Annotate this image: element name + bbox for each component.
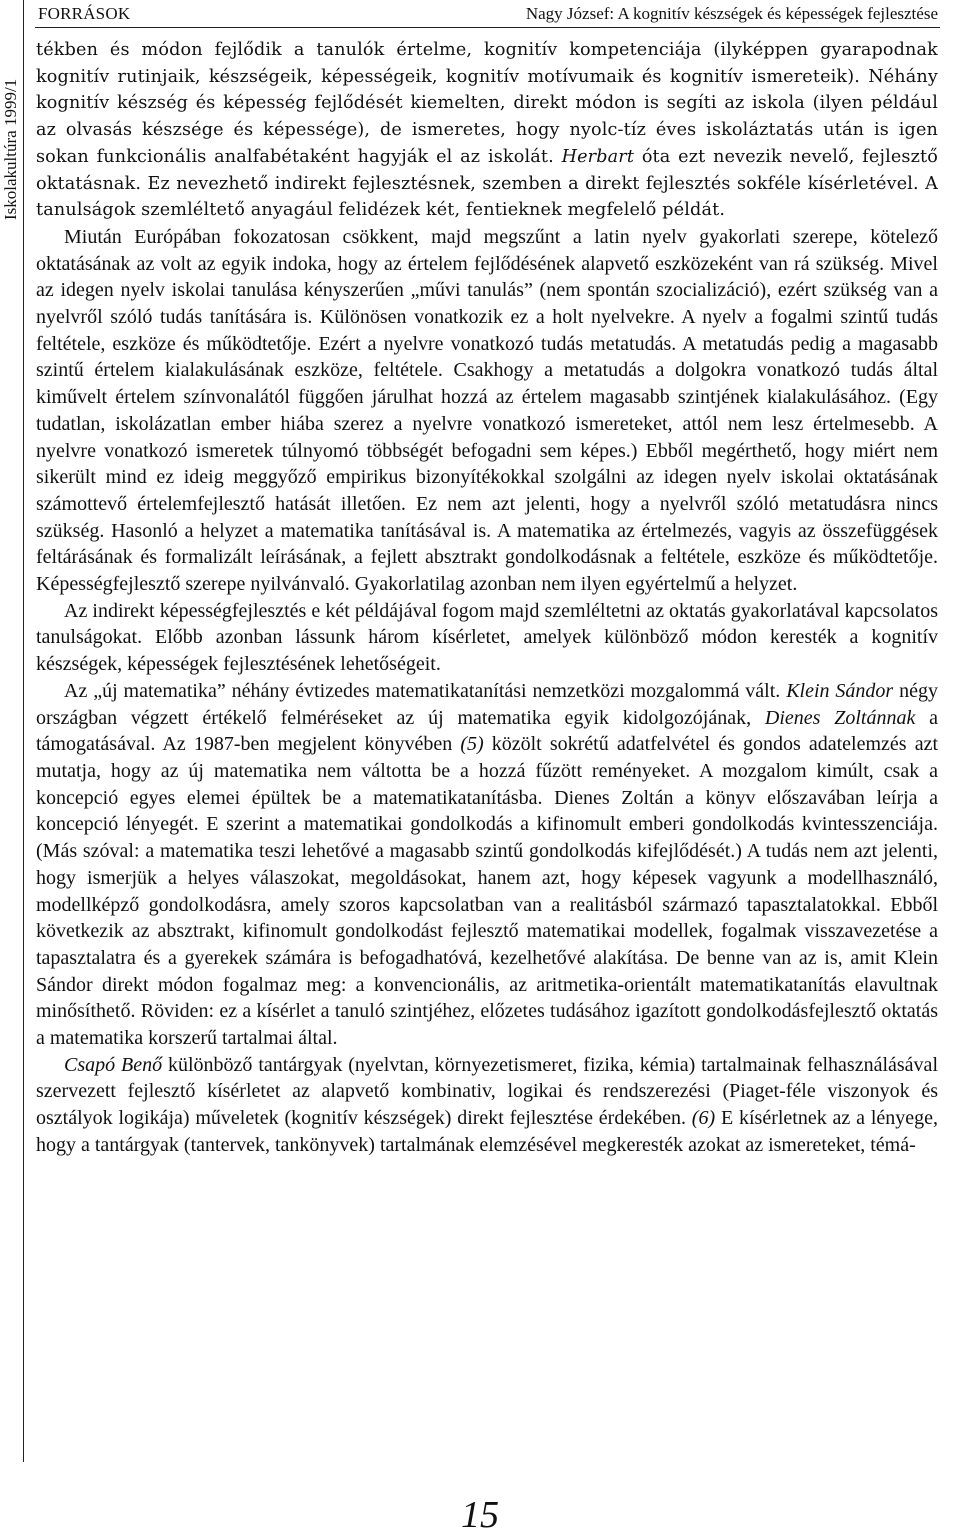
paragraph-4-text-c: a támogatásával. Az 1987-ben megjelent könyvében (36, 706, 939, 756)
paragraph-4-text-b: négy országban végzett értékelő felméréseket az új matematika egyik kidolgozójának, (36, 679, 939, 729)
paragraph-4-text-d: közölt sokrétű adatfelvétel és gondos adatelemzés azt mutatja, hogy az új matematika nem váltotta be a hozzá fűzött reményeket. A mozgalom kimúlt, csak a koncepció egyes elemei épültek be a matematikatanításba. Dienes Zoltán a könyv előszavában leírja a koncepció lényegét. E szerint a matematikai gondolkodás a kifinomult emberi gondolkodás kvintesszenciája. (Más szóval: a matematika teszi lehetővé a magasabb szintű gondolkodás kifejlődését.) A tudás nem azt jelenti, hogy ismerjük a helyes válaszokat, megoldásokat, hanem azt, hogy képesek vagyunk a modellhasználó, modellképző gondolkodásra, amely szoros kapcsolatban van a realitásból származó tapasztalatokkal. Ebből következik az absztrakt, kifinomult gondolkodást fejlesztő matematikai modellek, fogalmak visszavezetése a tapasztalatra és a gyerekek számára is befogadhatóvá, kezelhetővé alakítása. De benne van az is, amit Klein Sándor direkt módon fogalmaz meg: a konvencionális, az aritmetika-orientált matematikatanítás elavultnak minősíthető. Röviden: ez a kísérlet a tanuló szintjéhez, előzetes tudásához igazított gondolkodásfejlesztő oktatás a matematika korszerű tartalmai által. (36, 733, 939, 1050)
header-divider (35, 27, 940, 28)
paragraph-5-text-a: különböző tantárgyak (nyelvtan, környezetismeret, fizika, kémia) tartalmainak felhasználásával szervezett fejlesztő kísérletet az alapvető kombinativ, logikai és rendszerezési (Piaget-féle viszonyok és osztályok logikája) műveletek (kognitív készségek) direkt fejlesztése érdekében. (36, 1053, 938, 1130)
reference-6: (6) (691, 1107, 716, 1130)
paragraph-1-text-b: óta ezt nevezik nevelő, fejlesztő oktatásnak. Ez nevezhető indirekt fejlesztésnek, szemben a direkt fejlesztés sokféle kísérletével. A tanulságok szemléltető anyagául felidézek két, fentieknek megfelelő példát. (36, 146, 938, 221)
section-label: FORRÁSOK (38, 4, 131, 23)
paragraph-4-text-a: Az „új matematika” néhány évtizedes matematikatanítási nemzetközi mozgalommá vált. (64, 679, 781, 702)
name-csapo: Csapó Benő (64, 1053, 163, 1076)
sidebar-divider (23, 0, 24, 1462)
journal-sidebar (0, 0, 22, 230)
article-title: Nagy József: A kognitív készségek és képességek fejlesztése (525, 4, 938, 23)
paragraph-1-text-a: tékben és módon fejlődik a tanulók értelme, kognitív kompetenciája (ilyképpen gyarapodnak kognitív rutinjaik, készségeik, képességeik, kognitív motívumaik és kognitív ismereteik). Néhány kognitív készség és képesség fejlődését kiemelten, direkt módon is segíti az iskola (ilyen például az olvasás készsége és képessége), de ismeretes, hogy nyolc-tíz éves iskoláztatás után is igen sokan funkcionális analfabétaként hagyják el az iskolát. (36, 40, 938, 167)
paragraph-2: Miután Európában fokozatosan csökkent, majd megszűnt a latin nyelv gyakorlati szerepe, kötelező oktatásának az volt az egyik indoka, hogy az értelem fejlődésének alapvető eszközeként van rá szükség. Mivel az idegen nyelv iskolai tanulása kényszerűen „művi tanulás” (nem spontán szocializáció), ezért szükség van a nyelvről szóló tudás tanítására is. Különösen vonatkozik ez a holt nyelvekre. A nyelv a fogalmi szintű tudás feltétele, eszköze és működtetője. Ezért a nyelvre vonatkozó tudás metatudás. A metatudás pedig a magasabb szintű értelem kialakulásának eszköze, feltétele. Csakhogy a metatudás a dolgokra vonatkozó tudás által kiművelt értelem színvonalától függően járulhat hozzá az értelem magasabb szintjének kialakulásához. (Egy tudatlan, iskolázatlan ember hiába szerez a nyelvre vonatkozó ismereteket, attól nem lesz értelmesebb. A nyelvre vonatkozó ismeretek túlnyomó többségét befogadni sem képes.) Ebből megérthető, hogy miért nem sikerült mind ez ideig meggyőző empirikus bizonyítékokkal szolgálni az idegen nyelv iskolai oktatásának számottevő értelemfejlesztő hatását illetően. Ez nem azt jelenti, hogy a nyelvről szóló metatudásra nincs szükség. Hasonló a helyzet a matematika tanításával is. A matematika az értelmezés, vagyis az összefüggések feltárásának és formalizált leírásának, a fejlett absztrakt gondolkodásnak a feltétele, eszköze és működtetője. Képességfejlesztő szerepe nyilvánvaló. Gyakorlatilag azonban nem ilyen egyértelmű a helyzet. (36, 225, 938, 596)
name-klein: Klein Sándor (786, 679, 894, 702)
journal-label: Iskolakultúra 1999/1 (1, 78, 20, 220)
page-number: 15 (461, 1494, 499, 1535)
paragraph-5-text-b: E kísérletnek az a lényege, hogy a tantárgyak (tantervek, tankönyvek) tartalmának elemzésével megkeresték azokat az ismereteket, témá- (36, 1107, 939, 1156)
name-herbart: Herbart (561, 146, 635, 167)
name-dienes: Dienes Zoltánnak (764, 706, 916, 729)
paragraph-3: Az indirekt képességfejlesztés e két példájával fogom majd szemléltetni az oktatás gyakorlatával kapcsolatos tanulságokat. Előbb azonban lássunk három kísérletet, amelyek különböző módon keresték a kognitív készségek, képességek fejlesztésének lehetőségeit. (36, 599, 938, 676)
article-body (36, 37, 938, 1159)
paragraph-5 (36, 1052, 938, 1159)
paragraph-4 (36, 678, 938, 1052)
reference-5: (5) (460, 733, 484, 756)
paragraph-1 (36, 37, 938, 224)
